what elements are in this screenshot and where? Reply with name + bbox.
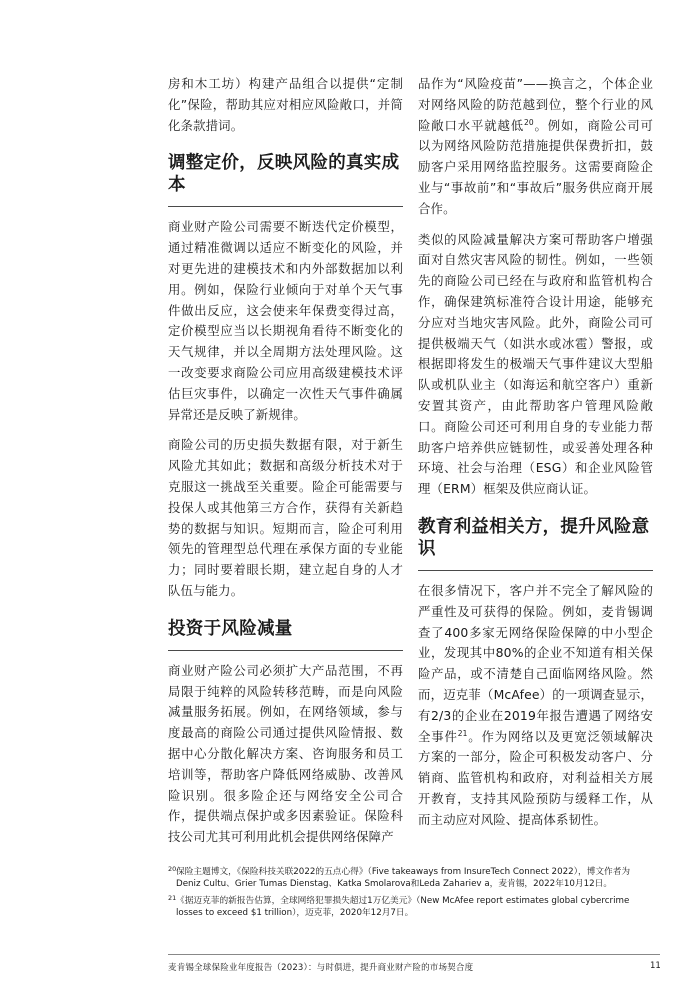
footnote-number: 20: [168, 865, 177, 873]
left-column: [168, 74, 403, 858]
footnote: [168, 866, 648, 890]
paragraph: 商险公司的历史损失数据有限，对于新生风险尤其如此；数据和高级分析技术对于克服这一挑战至关重要。险企可能需要与投保人或其他第三方合作，获得有关新趋势的数据与知识。短期而言，险企可利用领先的管理型总代理在承保方面的专业能力；同时要着眼长期，建立起自身的人才队伍与能力。: [168, 437, 403, 598]
footer-divider: [168, 954, 660, 955]
footnote-number: 21: [168, 894, 177, 902]
section-heading: 调整定价，反映风险的真实成本: [168, 153, 400, 196]
paragraph-text: 品作为“风险疫苗”——换言之，个体企业对网络风险的防范越到位，整个行业的风险敞口水平就越低: [418, 76, 653, 133]
heading-divider: [168, 650, 403, 651]
footnote-text: 保险主题博文，《保险科技关联2022的五点心得》（Five takeaways from InsureTech Connect 2022），博文作者为Deniz Cultu、Grier Tumas Dienstag、Katka Smolarova和Leda Zahariev a，麦肯锡，2022年10月12日。: [176, 867, 631, 889]
footnote-text: 《据迈克菲的新报告估算，全球网络犯罪损失超过1万亿美元》（New McAfee report estimates global cybercrime losses to exceed $1 trillion），迈克菲，2020年12月7日。: [176, 896, 630, 918]
paragraph: 商业财产险公司必须扩大产品范围，不再局限于纯粹的风险转移范畴，而是向风险减量服务拓展。例如，在网络领域，参与度最高的商险公司通过提供风险情报、数据中心分散化解决方案、咨询服务和员工培训等，帮助客户降低网络威胁、改善风险识别。很多险企还与网络安全公司合作，提供端点保护或多因素验证。保险科技公司尤其可利用此机会提供网络保障产: [168, 662, 403, 845]
footer-title: 麦肯锡全球保险业年度报告（2023）：与时俱进，提升商业财产险的市场契合度: [168, 963, 474, 973]
paragraph-text: 在很多情况下，客户并不完全了解风险的严重性及可获得的保险。例如，麦肯锡调查了400多家无网络保险保障的中小型企业，发现其中80%的企业不知道有相关保险产品，或不清楚自己面临网络风险。然而，迈克菲（McAfee）的一项调查显示，有2/3的企业在2019年报告遭遇了网络安全事件: [418, 582, 653, 744]
paragraph-text: 。例如，商险公司可以为网络风险防范措施提供保费折扣，鼓励客户采用网络监控服务。这需要商险企业与“事故前”和“事故后”服务供应商开展合作。: [418, 117, 653, 216]
section-heading: 投资于风险减量: [168, 618, 293, 639]
footnotes: [168, 866, 648, 924]
footnote: [168, 895, 648, 919]
page-number: 11: [650, 961, 661, 971]
paragraph: [418, 581, 653, 831]
footnote-ref[interactable]: 21: [457, 728, 468, 738]
heading-divider: [418, 570, 653, 571]
paragraph: 商业财产险公司需要不断迭代定价模型，通过精准微调以适应不断变化的风险，并对更先进的建模技术和内外部数据加以利用。例如，保险行业倾向于对单个天气事件做出反应，这会使来年保费变得过高，定价模型应当以长期视角看待不断变化的天气规律，并以全周期方法处理风险。这一改变要求商险公司应用高级建模技术评估巨灾事件，以确定一次性天气事件确属异常还是反映了新规律。: [168, 219, 403, 422]
section-heading: 教育利益相关方，提升风险意识: [418, 516, 650, 559]
paragraph: 类似的风险减量解决方案可帮助客户增强面对自然灾害风险的韧性。例如，一些领先的商险公司已经在与政府和监管机构合作，确保建筑标准符合设计用途，能够充分应对当地灾害风险。此外，商险公司可提供极端天气（如洪水或冰雹）警报，或根据即将发生的极端天气事件建议大型船队或机队业主（如海运和航空客户）重新安置其资产，由此帮助客户管理风险敞口。商险公司还可利用自身的专业能力帮助客户培养供应链韧性，或妥善处理各种环境、社会与治理（ESG）和企业风险管理（ERM）框架及供应商认证。: [418, 231, 653, 497]
paragraph-text: 。作为网络以及更宽泛领域解决方案的一部分，险企可积极发动客户、分销商、监管机构和政府，对利益相关方展开教育，支持其风险预防与缓释工作，从而主动应对风险、提高体系韧性。: [418, 728, 653, 827]
paragraph: 房和木工坊）构建产品组合以提供“定制化”保险，帮助其应对相应风险敞口，并简化条款措词。: [168, 76, 403, 133]
right-column: [418, 74, 653, 841]
heading-divider: [168, 206, 403, 207]
footnote-ref[interactable]: 20: [523, 117, 534, 127]
paragraph: [418, 74, 653, 220]
